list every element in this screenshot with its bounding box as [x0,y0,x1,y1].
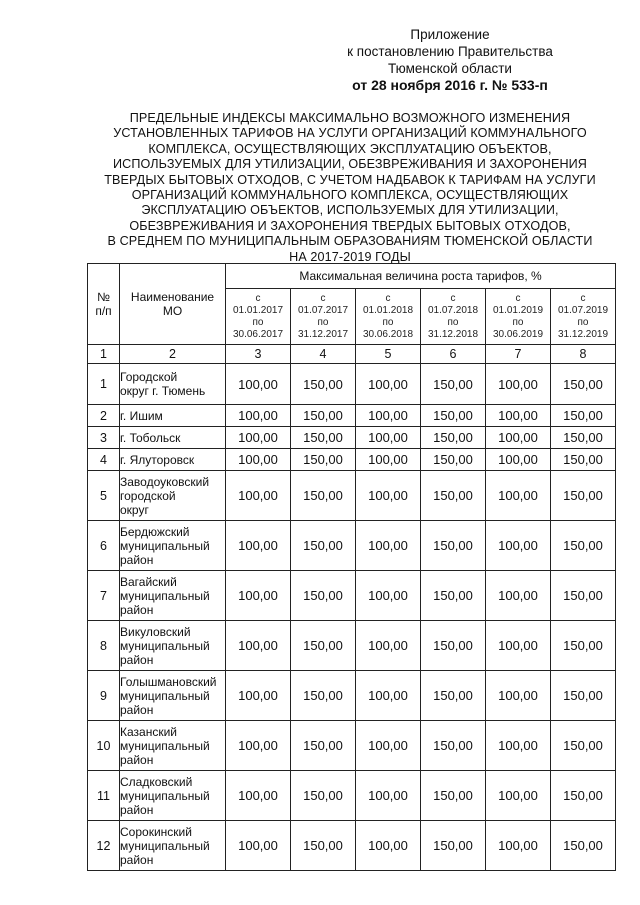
tariff-value: 150,00 [291,521,356,571]
tariff-value: 100,00 [486,671,551,721]
tariff-value: 100,00 [356,821,421,871]
tariff-value: 150,00 [551,521,616,571]
tariff-value: 100,00 [226,471,291,521]
tariff-value: 100,00 [226,427,291,449]
title-line: ИСПОЛЬЗУЕМЫХ ДЛЯ УТИЛИЗАЦИИ, ОБЕЗВРЕЖИВАНИЯ И ЗАХОРОНЕНИЯ [113,157,587,172]
municipality-name: г. Ялуторовск [120,449,226,471]
title-line: ОРГАНИЗАЦИЙ КОММУНАЛЬНОГО КОМПЛЕКСА, ОСУЩЕСТВЛЯЮЩИХ [131,188,569,203]
tariff-value: 150,00 [291,621,356,671]
tariff-value: 100,00 [226,449,291,471]
tariff-value: 100,00 [226,821,291,871]
document-title [100,111,600,265]
tariff-value: 150,00 [421,771,486,821]
table-row [88,521,616,571]
row-number: 5 [88,471,120,521]
tariff-table [87,263,616,871]
tariff-value: 150,00 [551,449,616,471]
title-line: ОБЕЗВРЕЖИВАНИЯ И ЗАХОРОНЕНИЯ ТВЕРДЫХ БЫТОВЫХ ОТХОДОВ, [129,218,571,233]
tariff-value: 100,00 [226,771,291,821]
tariff-value: 100,00 [486,364,551,405]
column-number: 8 [551,345,616,364]
appendix-title: Приложение [410,27,490,42]
tariff-value: 150,00 [551,721,616,771]
tariff-value: 100,00 [356,449,421,471]
tariff-value: 100,00 [486,621,551,671]
appendix-date-number: от 28 ноября 2016 г. № 533-п [352,77,548,93]
appendix-block [320,26,580,94]
header-number: № п/п [88,264,120,345]
tariff-value: 150,00 [291,721,356,771]
tariff-value: 150,00 [291,405,356,427]
title-line: ТВЕРДЫХ БЫТОВЫХ ОТХОДОВ, С УЧЕТОМ НАДБАВОК К ТАРИФАМ НА УСЛУГИ [104,172,596,187]
municipality-name: Викуловский муниципальный район [120,621,226,671]
column-number: 2 [120,345,226,364]
header-period: с 01.07.2018 по 31.12.2018 [421,289,486,345]
municipality-name: г. Ишим [120,405,226,427]
tariff-value: 100,00 [226,364,291,405]
municipality-name: Заводоуковский городской округ [120,471,226,521]
tariff-value: 100,00 [226,671,291,721]
tariff-value: 150,00 [421,449,486,471]
table-row [88,721,616,771]
tariff-value: 150,00 [551,364,616,405]
row-number: 2 [88,405,120,427]
column-number: 6 [421,345,486,364]
tariff-value: 100,00 [356,571,421,621]
header-period: с 01.07.2017 по 31.12.2017 [291,289,356,345]
column-number: 5 [356,345,421,364]
table-row [88,405,616,427]
municipality-name: Городской округ г. Тюмень [120,364,226,405]
header-period: с 01.07.2019 по 31.12.2019 [551,289,616,345]
municipality-name: Казанский муниципальный район [120,721,226,771]
table-row [88,427,616,449]
tariff-value: 150,00 [291,471,356,521]
tariff-value: 100,00 [226,405,291,427]
row-number: 10 [88,721,120,771]
tariff-value: 100,00 [356,621,421,671]
tariff-value: 100,00 [486,821,551,871]
tariff-value: 150,00 [421,821,486,871]
column-number: 7 [486,345,551,364]
tariff-value: 150,00 [421,364,486,405]
title-line: В СРЕДНЕМ ПО МУНИЦИПАЛЬНЫМ ОБРАЗОВАНИЯМ ТЮМЕНСКОЙ ОБЛАСТИ [107,234,593,249]
tariff-value: 150,00 [421,405,486,427]
tariff-value: 100,00 [486,521,551,571]
row-number: 4 [88,449,120,471]
tariff-value: 150,00 [291,449,356,471]
tariff-value: 150,00 [421,471,486,521]
tariff-value: 100,00 [486,771,551,821]
table-row [88,364,616,405]
column-number: 1 [88,345,120,364]
tariff-value: 100,00 [356,521,421,571]
tariff-value: 100,00 [356,364,421,405]
row-number: 9 [88,671,120,721]
tariff-value: 100,00 [226,621,291,671]
table-body [88,364,616,871]
row-number: 1 [88,364,120,405]
header-name: Наименование МО [120,264,226,345]
title-line: НА 2017-2019 ГОДЫ [289,249,411,264]
tariff-value: 100,00 [226,571,291,621]
header-period: с 01.01.2017 по 30.06.2017 [226,289,291,345]
tariff-value: 100,00 [226,721,291,771]
row-number: 7 [88,571,120,621]
tariff-value: 100,00 [486,427,551,449]
tariff-value: 150,00 [291,821,356,871]
tariff-value: 150,00 [551,571,616,621]
header-group: Максимальная величина роста тарифов, % [226,264,616,289]
municipality-name: Сладковский муниципальный район [120,771,226,821]
municipality-name: Голышмановский муниципальный район [120,671,226,721]
tariff-value: 100,00 [486,721,551,771]
tariff-value: 150,00 [291,571,356,621]
tariff-value: 100,00 [486,471,551,521]
tariff-value: 150,00 [291,671,356,721]
table-row [88,671,616,721]
municipality-name: Сорокинский муниципальный район [120,821,226,871]
tariff-value: 100,00 [356,405,421,427]
tariff-value: 100,00 [486,571,551,621]
appendix-region: Тюменской области [388,61,512,76]
row-number: 6 [88,521,120,571]
column-number: 3 [226,345,291,364]
tariff-value: 150,00 [421,571,486,621]
tariff-value: 100,00 [356,471,421,521]
tariff-value: 150,00 [551,771,616,821]
tariff-value: 150,00 [421,721,486,771]
row-number: 3 [88,427,120,449]
header-period: с 01.01.2019 по 30.06.2019 [486,289,551,345]
municipality-name: Бердюжский муниципальный район [120,521,226,571]
title-line: УСТАНОВЛЕННЫХ ТАРИФОВ НА УСЛУГИ ОРГАНИЗАЦИЙ КОММУНАЛЬНОГО [113,126,587,141]
tariff-value: 150,00 [421,427,486,449]
table-row [88,471,616,521]
municipality-name: Вагайский муниципальный район [120,571,226,621]
tariff-value: 150,00 [291,427,356,449]
title-line: ПРЕДЕЛЬНЫЕ ИНДЕКСЫ МАКСИМАЛЬНО ВОЗМОЖНОГО ИЗМЕНЕНИЯ [129,111,571,125]
tariff-value: 150,00 [551,621,616,671]
row-number: 8 [88,621,120,671]
tariff-value: 100,00 [356,721,421,771]
title-line: ЭКСПЛУАТАЦИЮ ОБЪЕКТОВ, ИСПОЛЬЗУЕМЫХ ДЛЯ УТИЛИЗАЦИИ, [141,203,559,218]
row-number: 11 [88,771,120,821]
row-number: 12 [88,821,120,871]
table-row [88,771,616,821]
tariff-value: 150,00 [551,671,616,721]
tariff-value: 100,00 [486,405,551,427]
tariff-value: 150,00 [291,771,356,821]
tariff-value: 100,00 [226,521,291,571]
title-line: КОМПЛЕКСА, ОСУЩЕСТВЛЯЮЩИХ ЭКСПЛУАТАЦИЮ ОБЪЕКТОВ, [148,141,552,156]
tariff-value: 150,00 [291,364,356,405]
tariff-value: 100,00 [486,449,551,471]
tariff-value: 150,00 [551,427,616,449]
tariff-value: 150,00 [551,821,616,871]
table-row [88,449,616,471]
table-row [88,821,616,871]
tariff-value: 150,00 [421,671,486,721]
tariff-value: 100,00 [356,671,421,721]
municipality-name: г. Тобольск [120,427,226,449]
tariff-value: 150,00 [551,471,616,521]
tariff-value: 150,00 [421,521,486,571]
tariff-value: 150,00 [551,405,616,427]
tariff-value: 100,00 [356,771,421,821]
header-period: с 01.01.2018 по 30.06.2018 [356,289,421,345]
column-number: 4 [291,345,356,364]
appendix-resolution: к постановлению Правительства [347,44,553,59]
tariff-value: 150,00 [421,621,486,671]
tariff-value: 100,00 [356,427,421,449]
table-row [88,571,616,621]
table-row [88,621,616,671]
